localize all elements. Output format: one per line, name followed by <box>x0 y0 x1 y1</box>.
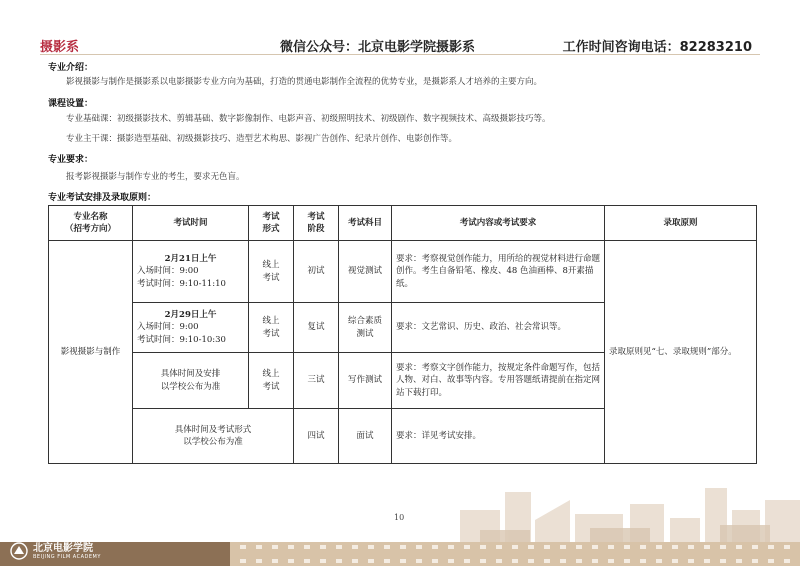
academy-logo <box>10 542 101 560</box>
admission-cell: 录取原则见“七、录取规则”部分。 <box>605 241 757 464</box>
courses-heading: 课程设置： <box>48 99 94 109</box>
contact-phone: 工作时间咨询电话：82283210 <box>562 40 752 55</box>
academy-name-en: BEIJING FILM ACADEMY <box>33 553 101 560</box>
stage-cell: 三试 <box>294 353 339 409</box>
exam-schedule-table <box>48 205 757 464</box>
intro-heading: 专业介绍： <box>48 63 94 73</box>
header-major: 专业名称 （招考方向） <box>49 206 133 241</box>
requirement-text: 报考影视摄影与制作专业的考生，要求无色盲。 <box>66 172 245 182</box>
courses-main: 专业主干课：摄影造型基础、初级摄影技巧、造型艺术构思、影视广告创作、纪录片创作、电影创作等。 <box>66 134 458 144</box>
subject-cell: 面试 <box>339 409 392 464</box>
exam-heading: 专业考试安排及录取原则： <box>48 193 157 203</box>
content-cell: 要求：考察文字创作能力，按规定条件命题写作，包括人物、对白、故事等内容。专用答题纸请提前在指定网站下载打印。 <box>392 353 605 409</box>
subject-cell: 综合素质 测试 <box>339 303 392 353</box>
subject-cell: 视觉测试 <box>339 241 392 303</box>
header-time: 考试时间 <box>133 206 249 241</box>
header-subject: 考试科目 <box>339 206 392 241</box>
subject-cell: 写作测试 <box>339 353 392 409</box>
department-title: 摄影系 <box>40 40 80 55</box>
header-form: 考试 形式 <box>249 206 294 241</box>
time-cell: 2月29日上午 入场时间：9:00 考试时间：9:10-10:30 <box>133 303 249 353</box>
form-cell: 线上 考试 <box>249 353 294 409</box>
wechat-account: 微信公众号：北京电影学院摄影系 <box>280 40 476 55</box>
stage-cell: 复试 <box>294 303 339 353</box>
header-divider <box>40 54 760 55</box>
time-cell: 具体时间及安排 以学校公布为准 <box>133 353 249 409</box>
content-cell: 要求：考察视觉创作能力，用所给的视觉材料进行命题创作。考生自备铅笔、橡皮、48 色油画棒、8开素描纸。 <box>392 241 605 303</box>
header-stage: 考试 阶段 <box>294 206 339 241</box>
header-content: 考试内容或考试要求 <box>392 206 605 241</box>
header-admission: 录取原则 <box>605 206 757 241</box>
requirement-heading: 专业要求： <box>48 155 94 165</box>
form-cell: 线上 考试 <box>249 241 294 303</box>
page-number: 10 <box>394 513 405 522</box>
table-row <box>49 241 757 303</box>
content-cell: 要求：文艺常识、历史、政治、社会常识等。 <box>392 303 605 353</box>
academy-emblem-icon <box>10 542 28 560</box>
filmstrip-footer <box>0 542 800 566</box>
major-cell: 影视摄影与制作 <box>49 241 133 464</box>
form-cell: 线上 考试 <box>249 303 294 353</box>
courses-basic: 专业基础课：初级摄影技术、剪辑基础、数字影像制作、电影声音、初级照明技术、初级剧作、数字视频技术、高级摄影技巧等。 <box>66 114 551 124</box>
stage-cell: 初试 <box>294 241 339 303</box>
table-header-row <box>49 206 757 241</box>
content-cell: 要求：详见考试安排。 <box>392 409 605 464</box>
intro-text: 影视摄影与制作是摄影系以电影摄影专业方向为基础，打造的贯通电影制作全流程的优势专业，是摄影系人才培养的主要方向。 <box>66 77 543 87</box>
stage-cell: 四试 <box>294 409 339 464</box>
academy-name-cn: 北京电影学院 <box>33 542 93 554</box>
time-cell: 2月21日上午 入场时间：9:00 考试时间：9:10-11:10 <box>133 241 249 303</box>
time-cell: 具体时间及考试形式 以学校公布为准 <box>133 409 294 464</box>
